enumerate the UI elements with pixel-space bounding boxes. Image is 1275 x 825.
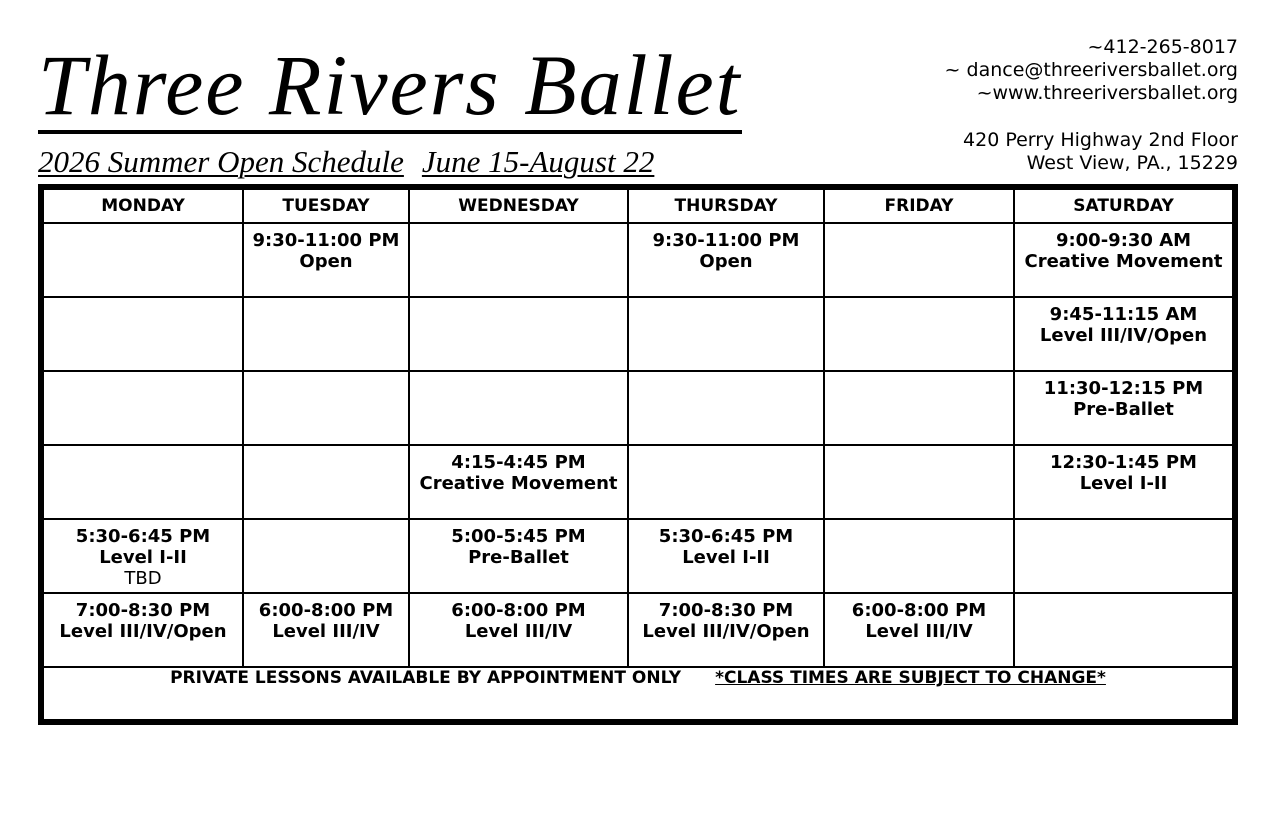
schedule-cell-monday: [44, 223, 243, 297]
schedule-cell-thursday: [628, 297, 824, 371]
schedule-cell-saturday: [1014, 593, 1232, 667]
schedule-cell-thursday: [628, 519, 824, 593]
studio-address: [963, 129, 1238, 175]
class-name: Level III/IV: [272, 621, 380, 642]
class-slot: [244, 224, 408, 272]
class-slot: [410, 520, 627, 568]
class-time: 9:00-9:30 AM: [1055, 230, 1192, 251]
schedule-row: [44, 371, 1232, 445]
schedule-cell-friday: [824, 445, 1014, 519]
class-name: Level III/IV/Open: [59, 621, 227, 642]
class-time: 9:30-11:00 PM: [652, 230, 800, 251]
contact-email: ~ dance@threeriversballet.org: [944, 59, 1238, 81]
class-name: Level III/IV/Open: [642, 621, 810, 642]
schedule-table: [44, 190, 1232, 740]
class-slot: [629, 594, 823, 642]
schedule-row: [44, 297, 1232, 371]
schedule-cell-friday: [824, 371, 1014, 445]
day-header-wednesday: WEDNESDAY: [409, 190, 628, 223]
class-time: 6:00-8:00 PM: [258, 600, 394, 621]
class-name: Level III/IV: [865, 621, 973, 642]
schedule-row: [44, 223, 1232, 297]
class-name: Level I-II: [1079, 473, 1168, 494]
schedule-cell-monday: [44, 297, 243, 371]
contact-website: ~www.threeriversballet.org: [976, 82, 1238, 104]
class-time: 6:00-8:00 PM: [451, 600, 586, 621]
class-slot: [410, 594, 627, 642]
schedule-cell-tuesday: [243, 445, 409, 519]
schedule-cell-tuesday: [243, 297, 409, 371]
class-time: 9:30-11:00 PM: [252, 230, 400, 251]
schedule-cell-monday: [44, 593, 243, 667]
class-name: Creative Movement: [1024, 251, 1223, 272]
class-name: Creative Movement: [419, 473, 618, 494]
class-name: Pre-Ballet: [1073, 399, 1174, 420]
class-time: 11:30-12:15 PM: [1043, 378, 1204, 399]
schedule-cell-saturday: [1014, 223, 1232, 297]
contact-phone: ~412-265-8017: [1087, 36, 1238, 58]
class-slot: [410, 446, 627, 494]
class-slot: [629, 224, 823, 272]
schedule-cell-wednesday: [409, 297, 628, 371]
class-time: 5:30-6:45 PM: [75, 526, 211, 547]
class-name: Level III/IV: [464, 621, 573, 642]
day-header-saturday: SATURDAY: [1014, 190, 1232, 223]
class-name: Level III/IV/Open: [1039, 325, 1208, 346]
class-time: 7:00-8:30 PM: [658, 600, 794, 621]
class-name: Level I-II: [99, 547, 187, 568]
schedule-cell-wednesday: [409, 445, 628, 519]
schedule-cell-saturday: [1014, 297, 1232, 371]
schedule-cell-friday: [824, 223, 1014, 297]
schedule-cell-thursday: [628, 223, 824, 297]
class-name: Open: [299, 251, 353, 272]
schedule-name: 2026 Summer Open Schedule: [38, 144, 404, 179]
class-slot: [244, 594, 408, 642]
footer-cell: [44, 667, 1232, 740]
class-slot: [629, 520, 823, 568]
schedule-change-note: *CLASS TIMES ARE SUBJECT TO CHANGE*: [715, 668, 1106, 688]
footer-row: [44, 667, 1232, 740]
day-header-tuesday: TUESDAY: [243, 190, 409, 223]
class-time: 7:00-8:30 PM: [75, 600, 211, 621]
class-slot: [44, 594, 242, 642]
class-time: 12:30-1:45 PM: [1050, 452, 1197, 473]
address-line-2: West View, PA., 15229: [1026, 152, 1238, 174]
address-line-1: 420 Perry Highway 2nd Floor: [963, 129, 1238, 151]
class-time: 6:00-8:00 PM: [851, 600, 987, 621]
schedule-cell-wednesday: [409, 371, 628, 445]
class-name: Pre-Ballet: [468, 547, 569, 568]
schedule-cell-tuesday: [243, 371, 409, 445]
schedule-row: [44, 593, 1232, 667]
schedule-cell-friday: [824, 297, 1014, 371]
schedule-cell-monday: [44, 445, 243, 519]
class-time: 5:00-5:45 PM: [451, 526, 586, 547]
schedule-cell-saturday: [1014, 519, 1232, 593]
class-time: 4:15-4:45 PM: [451, 452, 586, 473]
schedule-cell-tuesday: [243, 223, 409, 297]
schedule-cell-tuesday: [243, 519, 409, 593]
schedule-cell-wednesday: [409, 593, 628, 667]
schedule-cell-wednesday: [409, 223, 628, 297]
class-name: Level I-II: [682, 547, 770, 568]
day-header-thursday: THURSDAY: [628, 190, 824, 223]
schedule-cell-monday: [44, 519, 243, 593]
schedule-row: [44, 445, 1232, 519]
schedule-cell-thursday: [628, 445, 824, 519]
contact-info: [945, 36, 1238, 105]
schedule-dates: June 15-August 22: [421, 144, 655, 179]
schedule-subtitle: [38, 144, 654, 180]
day-header-row: [44, 190, 1232, 223]
class-slot: [825, 594, 1013, 642]
class-note: TBD: [124, 568, 162, 589]
schedule-cell-tuesday: [243, 593, 409, 667]
schedule-cell-thursday: [628, 371, 824, 445]
class-slot: [1015, 446, 1232, 494]
schedule-cell-friday: [824, 593, 1014, 667]
class-time: 5:30-6:45 PM: [658, 526, 794, 547]
schedule-row: [44, 519, 1232, 593]
schedule-cell-thursday: [628, 593, 824, 667]
day-header-monday: MONDAY: [44, 190, 243, 223]
private-lessons-note: PRIVATE LESSONS AVAILABLE BY APPOINTMENT ONLY: [170, 668, 682, 688]
class-time: 9:45-11:15 AM: [1049, 304, 1198, 325]
schedule-table-frame: [38, 184, 1238, 725]
class-name: Open: [699, 251, 753, 272]
class-slot: [1015, 298, 1232, 346]
class-slot: [1015, 372, 1232, 420]
schedule-cell-friday: [824, 519, 1014, 593]
day-header-friday: FRIDAY: [824, 190, 1014, 223]
schedule-cell-saturday: [1014, 445, 1232, 519]
schedule-cell-monday: [44, 371, 243, 445]
schedule-cell-saturday: [1014, 371, 1232, 445]
class-slot: [1015, 224, 1232, 272]
class-slot: [44, 520, 242, 589]
schedule-cell-wednesday: [409, 519, 628, 593]
brand-title: Three Rivers Ballet: [38, 37, 742, 133]
